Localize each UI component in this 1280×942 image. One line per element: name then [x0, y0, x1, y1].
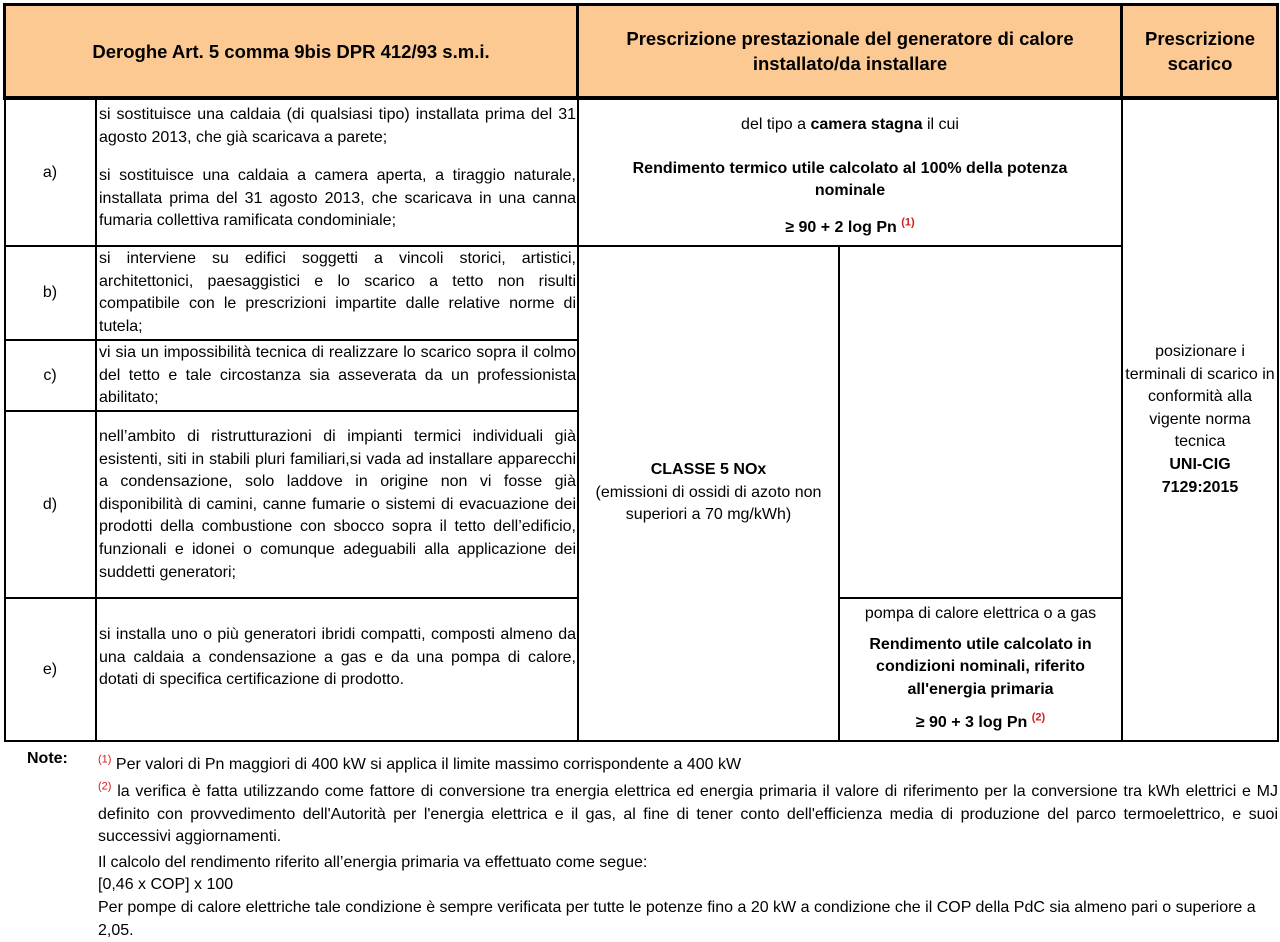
row-c-text: vi sia un impossibilità tecnica di realizzare lo scarico sopra il colmo del tetto e tale circostanza sia asseverata da un professionista abilitato;	[99, 344, 576, 407]
calc-note: Per pompe di calore elettriche tale condizione è sempre verificata per tutte le potenze fino a 20 kW a condizione che il COP della PdC sia almeno pari o superiore a 2,05.	[98, 899, 1256, 939]
header-divider-2	[1120, 3, 1123, 99]
nox-class-title: CLASSE 5 NOx	[650, 461, 767, 478]
nox-divider	[838, 246, 840, 742]
row-d-label: d)	[42, 495, 58, 513]
exhaust-norm: UNI-CIG 7129:2015	[1161, 455, 1239, 496]
header-performance-label: Prescrizione prestazionale del generatore di calore installato/da installare	[626, 28, 1074, 74]
body-right-border	[1277, 99, 1279, 742]
row-d-text: nell’ambito di ristrutturazioni di impianti termici individuali già esistenti, siti in stabili pluri familiari,si vada ad installare apparecchi a condensazione, solo laddove in origine non vi fosse già disponibilità di camini, canne fumarie o sistemi di evacuazione dei prodotti della combustione con sbocco sopra il tetto dell’edificio, funzionali e idonei o comunque adeguabili alla applicazione dei suddetti generatori;	[99, 428, 576, 581]
nox-class-subtitle: (emissioni di ossidi di azoto non superiori a 70 mg/kWh)	[595, 483, 822, 524]
row-e-text: si installa uno o più generatori ibridi compatti, composti almeno da una caldaia a condensazione a gas e da una pompa di calore, dotati di specifica certificazione di prodotto.	[99, 626, 576, 689]
row-a-text-2: si sostituisce una caldaia a camera aperta, a tiraggio naturale, installata prima del 31 agosto 2013, che scaricava in una canna fumaria collettiva ramificata condominiale;	[99, 167, 576, 230]
row-b-bottom	[4, 339, 579, 341]
header-exhaust-label: Prescrizione scarico	[1144, 28, 1256, 74]
header-right-border	[1276, 3, 1279, 99]
exhaust-divider	[1121, 99, 1123, 742]
prescription-nox	[578, 459, 839, 527]
label-divider	[95, 99, 97, 742]
prescription-e	[839, 603, 1122, 735]
header-derogations-label: Deroghe Art. 5 comma 9bis DPR 412/93 s.m.i.	[92, 40, 490, 62]
note-1-text: Per valori di Pn maggiori di 400 kW si applica il limite massimo corrispondente a 400 kW	[115, 756, 742, 773]
notes-label: Note:	[27, 750, 68, 767]
row-e-label: e)	[42, 660, 58, 678]
row-c-bottom	[4, 410, 579, 412]
table-bottom-border	[4, 740, 1279, 742]
calc-formula: [0,46 x COP] x 100	[98, 876, 234, 893]
exhaust-prescription-text: posizionare i terminali di scarico in conformità alla vigente norma tecnica	[1125, 343, 1275, 451]
heat-pump-line: pompa di calore elettrica o a gas	[864, 605, 1097, 622]
empty-cell-bottom	[838, 597, 1123, 599]
text-divider	[577, 99, 579, 742]
prescription-a-formula: ≥ 90 + 2 log Pn $^{(1)}$	[785, 216, 915, 236]
prescription-a-type: del tipo a camera stagna il cui	[741, 116, 959, 133]
header-derogations	[4, 4, 578, 98]
row-b-label: b)	[42, 284, 58, 301]
header-bottom-border	[3, 96, 1279, 100]
footnote-ref-2: (2)	[1031, 712, 1046, 725]
header-left-border	[3, 3, 6, 99]
row-a-label: a)	[42, 164, 58, 181]
header-exhaust-prescription	[1122, 4, 1278, 98]
note-2-ref: (2)	[98, 780, 112, 793]
exhaust-prescription	[1122, 341, 1278, 499]
body-left-border	[4, 99, 6, 742]
note-2-text: la verifica è fatta utilizzando come fattore di conversione tra energia elettrica ed energia primaria il valore di riferimento per la conversione tra kWh elettrici e MJ definito con provvedimento dell'Autorità per l'energia elettrica e il gas, al fine di tener conto dell'efficienza media di produzione del parco termoelettrico, e suoi successivi aggiornamenti.	[98, 783, 1279, 846]
header-divider-1	[576, 3, 579, 99]
footnote-ref-1: (1)	[901, 216, 915, 229]
row-c-label: c)	[43, 366, 57, 384]
row-a-text-1: si sostituisce una caldaia (di qualsiasi tipo) installata prima del 31 agosto 2013, che già scaricava a parete;	[99, 106, 576, 146]
note-1-ref: (1)	[98, 753, 112, 766]
prescription-e-formula: ≥ 90 + 3 log Pn $^{(2)}$	[915, 712, 1046, 732]
calc-intro: Il calcolo del rendimento riferito all’energia primaria va effettuato come segue:	[98, 854, 648, 871]
prescription-a	[578, 114, 1122, 239]
row-a-bottom	[4, 245, 1123, 247]
prescription-e-title: Rendimento utile calcolato in condizioni nominali, riferito all'energia primaria	[869, 635, 1092, 698]
note-1	[98, 754, 1278, 777]
row-d-bottom	[4, 597, 579, 599]
note-2	[98, 781, 1278, 849]
header-performance-prescription	[578, 4, 1122, 98]
prescription-a-title: Rendimento termico utile calcolato al 100% della potenza nominale	[632, 159, 1068, 200]
sealed-chamber-text: camera stagna	[810, 116, 923, 133]
table-top-border	[3, 3, 1279, 6]
row-b-text: si interviene su edifici soggetti a vincoli storici, artistici, architettonici, paesaggistici e lo scarico a tetto non risulti compatibile con le prescrizioni impartite dalle relative norme di tutela;	[99, 250, 576, 335]
